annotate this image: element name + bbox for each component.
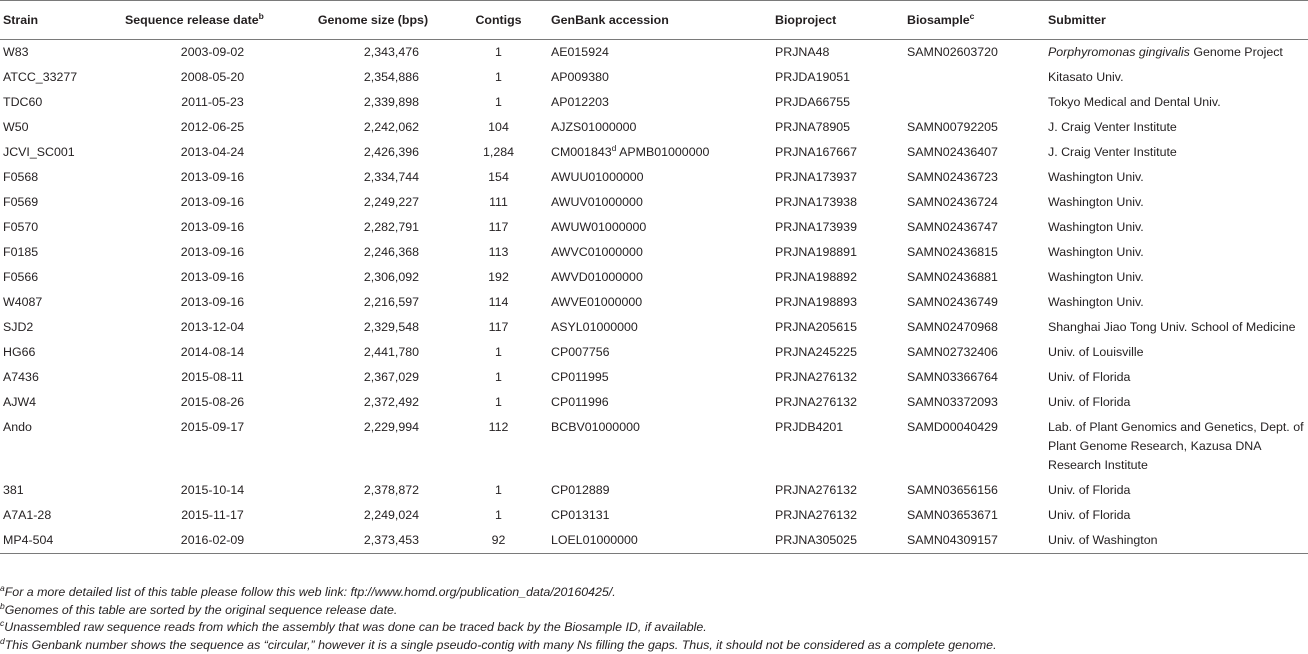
cell-contigs: 117: [488, 320, 509, 334]
cell-submitter: Lab. of Plant Genomics and Genetics, Dept. of Plant Genome Research, Kazusa DNA Research Institute: [1048, 420, 1304, 472]
cell-release-date: 2013-09-16: [180, 220, 245, 234]
table-row: [0, 165, 1308, 190]
cell-genome-size: 2,378,872: [363, 483, 419, 497]
cell-contigs: 114: [488, 295, 509, 309]
cell-submitter: Univ. of Louisville: [1048, 345, 1144, 359]
cell-bioproject: PRJNA173938: [775, 195, 857, 209]
cell-strain: 381: [3, 483, 24, 497]
cell-bioproject: PRJNA276132: [775, 395, 857, 409]
footnote: $^d$This Genbank number shows the sequence as “circular,” however it is a single pseudo-contig with many Ns filling the gaps. Thus, it should not be considered as a complete genome.: [0, 635, 997, 652]
cell-genbank: CM001843$^d$ APMB01000000: [551, 142, 710, 159]
cell-genome-size: 2,249,227: [363, 195, 419, 209]
cell-biosample: [904, 90, 1045, 115]
cell-contigs: 1: [495, 370, 502, 384]
cell-strain: TDC60: [3, 95, 43, 109]
table-row: [0, 415, 1308, 478]
cell-biosample: SAMN02436747: [907, 220, 998, 234]
cell-contigs: 154: [488, 170, 509, 184]
table-row: [0, 90, 1308, 115]
footnote: $^b$Genomes of this table are sorted by the original sequence release date.: [0, 600, 398, 617]
table-row: [0, 528, 1308, 554]
cell-strain: F0566: [3, 270, 39, 284]
cell-strain: W83: [3, 45, 29, 59]
cell-submitter: Washington Univ.: [1048, 295, 1144, 309]
cell-submitter: J. Craig Venter Institute: [1048, 145, 1177, 159]
cell-contigs: 192: [488, 270, 509, 284]
header-genbank: GenBank accession: [548, 1, 772, 40]
cell-bioproject: PRJNA305025: [772, 528, 904, 554]
cell-strain: ATCC_33277: [3, 70, 78, 84]
cell-submitter: Tokyo Medical and Dental Univ.: [1048, 95, 1221, 109]
cell-bioproject: PRJNA276132: [775, 483, 857, 497]
cell-bioproject: PRJDA66755: [775, 95, 851, 109]
cell-strain: W50: [3, 120, 29, 134]
cell-biosample: SAMN04309157: [904, 528, 1045, 554]
cell-bioproject: PRJNA48: [775, 45, 830, 59]
cell-genbank: AJZS01000000: [551, 120, 637, 134]
cell-release-date: 2003-09-02: [180, 45, 245, 59]
cell-submitter: Kitasato Univ.: [1048, 70, 1124, 84]
cell-bioproject: PRJNA198892: [775, 270, 857, 284]
cell-biosample: SAMN03366764: [907, 370, 998, 384]
cell-genome-size: 2,354,886: [363, 70, 419, 84]
cell-release-date: 2013-09-16: [180, 295, 245, 309]
header-contigs: Contigs: [446, 1, 548, 40]
footnote: $^c$Unassembled raw sequence reads from which the assembly that was done can be traced back by the Biosample ID, if available.: [0, 617, 707, 634]
cell-release-date: 2015-08-26: [180, 395, 245, 409]
cell-bioproject: PRJDB4201: [775, 420, 844, 434]
header-submitter: Submitter: [1045, 1, 1308, 40]
cell-biosample: SAMN03653671: [907, 508, 998, 522]
table-row: [0, 478, 1308, 503]
cell-bioproject: PRJNA276132: [775, 508, 857, 522]
cell-submitter: J. Craig Venter Institute: [1048, 120, 1177, 134]
cell-release-date: 2012-06-25: [180, 120, 245, 134]
footnote-mark: b: [258, 10, 264, 21]
header-release-date: Sequence release date$^b$: [125, 1, 297, 40]
cell-submitter: Univ. of Florida: [1048, 370, 1131, 384]
cell-genome-size: 2,334,744: [363, 170, 419, 184]
cell-biosample: SAMN02470968: [907, 320, 998, 334]
cell-strain: F0569: [3, 195, 39, 209]
table-row: [0, 40, 1308, 66]
cell-contigs: 1: [495, 95, 502, 109]
cell-genome-size: 2,367,029: [363, 370, 419, 384]
cell-release-date: 2015-09-17: [180, 420, 245, 434]
cell-genome-size: 2,249,024: [363, 508, 419, 522]
footnote-mark: c: [969, 10, 975, 21]
cell-release-date: 2008-05-20: [180, 70, 245, 84]
cell-genbank: CP012889: [551, 483, 610, 497]
cell-bioproject: PRJNA198893: [775, 295, 857, 309]
cell-biosample: [904, 65, 1045, 90]
cell-release-date: 2014-08-14: [180, 345, 245, 359]
cell-bioproject: PRJNA78905: [775, 120, 851, 134]
cell-biosample: SAMN02732406: [907, 345, 998, 359]
cell-contigs: 1: [495, 345, 502, 359]
cell-contigs: 1: [495, 45, 502, 59]
cell-bioproject: PRJNA205615: [775, 320, 857, 334]
cell-contigs: 1: [495, 483, 502, 497]
table-row: [0, 315, 1308, 340]
cell-genome-size: 2,426,396: [363, 145, 419, 159]
cell-submitter: Washington Univ.: [1048, 195, 1144, 209]
cell-genbank: AWVD01000000: [551, 270, 643, 284]
cell-biosample: SAMN02603720: [907, 45, 998, 59]
cell-submitter: Univ. of Florida: [1048, 395, 1131, 409]
cell-genbank: AP009380: [551, 70, 609, 84]
submitter-italic: Porphyromonas gingivalis: [1048, 45, 1190, 59]
table-body: [0, 40, 1308, 554]
cell-contigs: 1: [495, 508, 502, 522]
cell-genome-size: 2,246,368: [363, 245, 419, 259]
cell-release-date: 2015-11-17: [181, 508, 244, 522]
table-row: [0, 215, 1308, 240]
cell-submitter: Univ. of Florida: [1048, 508, 1131, 522]
cell-genbank: AWUU01000000: [551, 170, 644, 184]
cell-genome-size: 2,441,780: [363, 345, 419, 359]
cell-release-date: 2013-09-16: [180, 195, 245, 209]
header-strain: Strain: [0, 1, 125, 40]
cell-genbank: CP011996: [551, 395, 609, 409]
cell-biosample: SAMN02436881: [907, 270, 998, 284]
table-row: [0, 265, 1308, 290]
cell-genome-size: 2,329,548: [363, 320, 419, 334]
cell-submitter: Shanghai Jiao Tong Univ. School of Medicine: [1048, 320, 1296, 334]
cell-contigs: 111: [489, 195, 508, 209]
cell-genome-size: 2,343,476: [363, 45, 419, 59]
cell-biosample: SAMN03656156: [907, 483, 998, 497]
cell-genbank: AWUW01000000: [551, 220, 647, 234]
cell-genbank: AWVC01000000: [551, 245, 643, 259]
cell-strain: F0568: [3, 170, 39, 184]
cell-contigs: 1: [495, 70, 502, 84]
cell-bioproject: PRJNA276132: [775, 370, 857, 384]
cell-genbank: AP012203: [551, 95, 609, 109]
cell-strain: HG66: [3, 345, 36, 359]
cell-strain: W4087: [3, 295, 43, 309]
cell-release-date: 2013-04-24: [180, 145, 245, 159]
cell-biosample: SAMN03372093: [907, 395, 998, 409]
cell-genbank: BCBV01000000: [551, 420, 640, 434]
footnote-mark: d: [611, 142, 617, 153]
cell-bioproject: PRJNA245225: [775, 345, 857, 359]
cell-submitter: Washington Univ.: [1048, 245, 1144, 259]
table-row: [0, 115, 1308, 140]
cell-genbank: CP013131: [551, 508, 610, 522]
cell-biosample: SAMN02436724: [907, 195, 998, 209]
cell-genbank: CP011995: [551, 370, 609, 384]
cell-strain: AJW4: [3, 395, 37, 409]
table-row: [0, 365, 1308, 390]
cell-release-date: 2013-09-16: [180, 170, 245, 184]
cell-release-date: 2015-08-11: [181, 370, 244, 384]
cell-contigs: 104: [488, 120, 509, 134]
footnote: $^a$For a more detailed list of this table please follow this web link: ftp://www.homd.org/publication_data/20160425/.: [0, 582, 616, 599]
table-row: [0, 65, 1308, 90]
cell-bioproject: PRJNA173939: [775, 220, 857, 234]
cell-genome-size: 2,216,597: [363, 295, 419, 309]
cell-biosample: SAMN02436723: [907, 170, 998, 184]
cell-contigs: 1: [495, 395, 502, 409]
header-biosample: Biosample$^c$: [904, 1, 1045, 40]
cell-release-date: 2013-09-16: [180, 270, 245, 284]
cell-contigs: 92: [446, 528, 548, 554]
cell-biosample: SAMN02436407: [907, 145, 998, 159]
cell-bioproject: PRJNA167667: [775, 145, 857, 159]
cell-release-date: 2013-12-04: [180, 320, 245, 334]
cell-contigs: 112: [488, 420, 509, 434]
cell-biosample: SAMN02436749: [907, 295, 998, 309]
header-row: [0, 1, 1308, 40]
cell-strain: Ando: [3, 420, 32, 434]
cell-contigs: 113: [488, 245, 509, 259]
cell-genome-size: 2,373,453: [297, 528, 446, 554]
cell-biosample: SAMN00792205: [907, 120, 998, 134]
table-row: [0, 140, 1308, 165]
cell-genome-size: 2,339,898: [363, 95, 419, 109]
cell-genbank: ASYL01000000: [551, 320, 638, 334]
cell-submitter: Washington Univ.: [1048, 220, 1144, 234]
cell-genbank: AWUV01000000: [551, 195, 643, 209]
cell-release-date: 2011-05-23: [181, 95, 244, 109]
table-row: [0, 290, 1308, 315]
cell-submitter: Univ. of Washington: [1045, 528, 1308, 554]
cell-submitter: Porphyromonas gingivalis Genome Project: [1048, 45, 1283, 59]
cell-strain: A7A1-28: [3, 508, 52, 522]
cell-bioproject: PRJDA19051: [775, 70, 851, 84]
cell-genbank: AE015924: [551, 45, 609, 59]
cell-genome-size: 2,282,791: [363, 220, 419, 234]
cell-strain: SJD2: [3, 320, 34, 334]
cell-submitter: Washington Univ.: [1048, 170, 1144, 184]
cell-genbank: CP007756: [551, 345, 610, 359]
footnotes: [0, 584, 1308, 654]
cell-bioproject: PRJNA173937: [775, 170, 857, 184]
cell-submitter: Washington Univ.: [1048, 270, 1144, 284]
cell-release-date: 2015-10-14: [180, 483, 245, 497]
cell-strain: F0185: [3, 245, 39, 259]
cell-genbank: LOEL01000000: [548, 528, 772, 554]
table-row: [0, 190, 1308, 215]
cell-genome-size: 2,229,994: [363, 420, 419, 434]
table-row: [0, 503, 1308, 528]
cell-bioproject: PRJNA198891: [775, 245, 857, 259]
cell-strain: JCVI_SC001: [3, 145, 75, 159]
cell-strain: F0570: [3, 220, 39, 234]
cell-biosample: SAMN02436815: [907, 245, 998, 259]
table-row: [0, 390, 1308, 415]
cell-strain: MP4-504: [0, 528, 125, 554]
table-row: [0, 240, 1308, 265]
cell-release-date: 2016-02-09: [125, 528, 297, 554]
cell-genome-size: 2,372,492: [363, 395, 419, 409]
header-genome-size: Genome size (bps): [297, 1, 446, 40]
cell-genbank: AWVE01000000: [551, 295, 643, 309]
cell-contigs: 117: [488, 220, 509, 234]
cell-genome-size: 2,242,062: [363, 120, 419, 134]
cell-biosample: SAMD00040429: [907, 420, 998, 434]
cell-strain: A7436: [3, 370, 39, 384]
cell-release-date: 2013-09-16: [180, 245, 245, 259]
table-row: [0, 340, 1308, 365]
cell-genome-size: 2,306,092: [363, 270, 419, 284]
cell-submitter: Univ. of Florida: [1048, 483, 1131, 497]
cell-contigs: 1,284: [482, 145, 514, 159]
header-bioproject: Bioproject: [772, 1, 904, 40]
